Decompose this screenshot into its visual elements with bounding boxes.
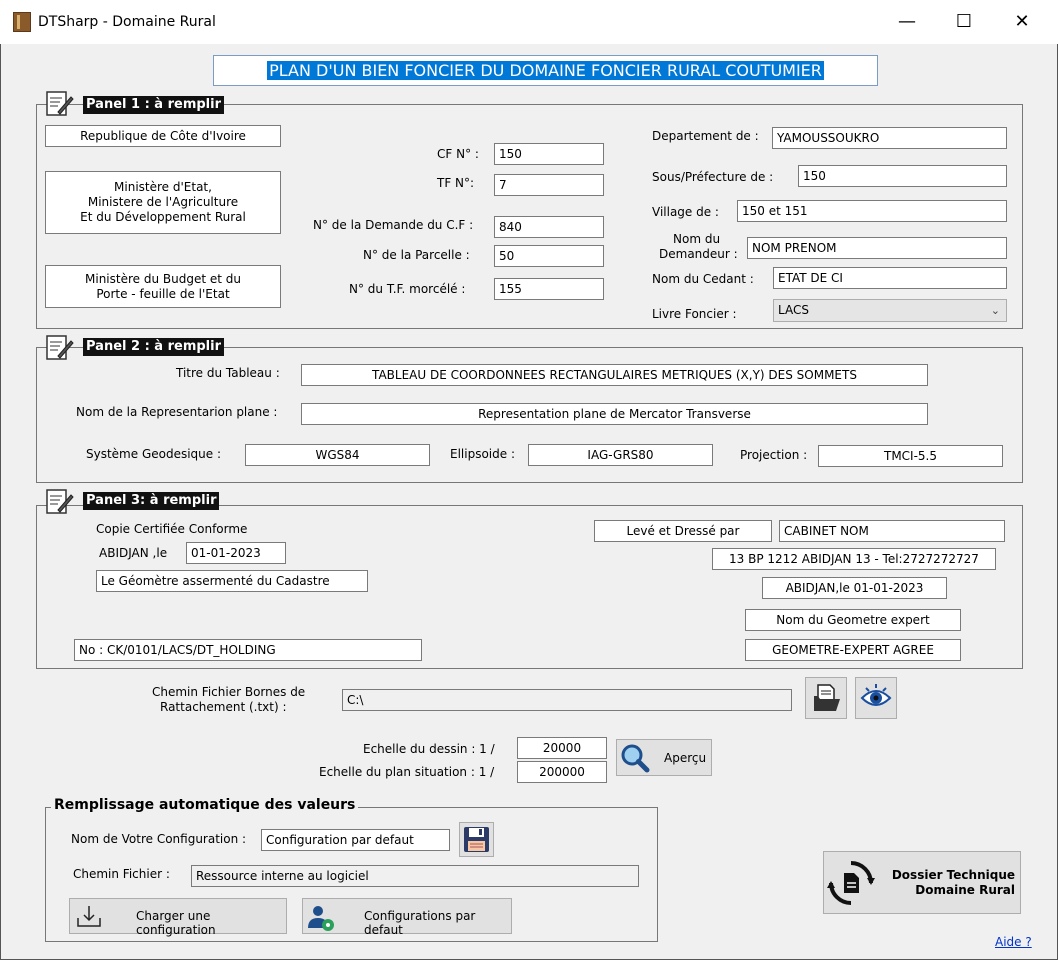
departement-label: Departement de : (652, 129, 759, 143)
charger-config-button[interactable] (69, 898, 287, 937)
notepad-pen-icon (44, 88, 74, 118)
demandeur-label-line2: Demandeur : (659, 247, 738, 261)
livre-foncier-label: Livre Foncier : (652, 307, 737, 321)
demandeur-input[interactable]: NOM PRENOM (747, 237, 1007, 259)
systeme-geodesique-label: Système Geodesique : (86, 447, 222, 461)
panel-3-heading: Panel 3: à remplir (83, 492, 219, 510)
main-title[interactable] (213, 55, 878, 86)
tf-label: TF N°: (437, 176, 475, 190)
apercu-label: Aperçu (664, 751, 707, 765)
echelle-dessin-input[interactable]: 20000 (517, 737, 607, 759)
sous-prefecture-input[interactable]: 150 (798, 165, 1007, 187)
abidjan-date-input[interactable]: ABIDJAN,le 01-01-2023 (762, 577, 947, 599)
leve-dresse-input[interactable]: Levé et Dressé par (594, 520, 772, 542)
representation-label: Nom de la Representarion plane : (76, 405, 278, 419)
tf-morcele-input[interactable]: 155 (494, 278, 604, 300)
abidjan-le-label: ABIDJAN ,le (99, 546, 168, 560)
configs-defaut-button[interactable] (302, 898, 512, 937)
projection-label: Projection : (740, 448, 808, 462)
tf-morcele-label: N° du T.F. morcélé : (349, 282, 466, 296)
main-title-text: PLAN D'UN BIEN FONCIER DU DOMAINE FONCIER RURAL COUTUMIER (269, 61, 822, 80)
demande-label: N° de la Demande du C.F : (313, 218, 474, 232)
dossier-technique-button[interactable] (823, 851, 1021, 914)
village-label: Village de : (652, 205, 719, 219)
representation-input[interactable]: Representation plane de Mercator Transverse (301, 403, 928, 425)
ministere-budget-field[interactable]: Ministère du Budget et du Porte - feuille de l'Etat (45, 265, 281, 308)
date-input[interactable]: 01-01-2023 (186, 542, 286, 564)
notepad-pen-icon (44, 486, 74, 516)
refresh-document-icon (826, 858, 876, 908)
demande-input[interactable]: 840 (494, 216, 604, 238)
open-folder-icon (806, 678, 846, 718)
departement-input[interactable]: YAMOUSSOUKRO (772, 127, 1007, 149)
echelle-situation-input[interactable]: 200000 (517, 761, 607, 783)
aide-link[interactable]: Aide ? (995, 935, 1032, 949)
parcelle-label: N° de la Parcelle : (363, 248, 470, 262)
copie-certifiee-label: Copie Certifiée Conforme (96, 522, 248, 536)
chemin-bornes-label-line1: Chemin Fichier Bornes de (152, 685, 306, 699)
download-icon (74, 902, 104, 932)
window-title: DTSharp - Domaine Rural (38, 14, 216, 30)
magnifier-icon (619, 742, 651, 774)
cedant-label: Nom du Cedant : (652, 272, 754, 286)
cf-input[interactable]: 150 (494, 143, 604, 165)
nom-geometre-input[interactable]: Nom du Geometre expert (745, 609, 961, 631)
projection-input[interactable]: TMCI-5.5 (818, 445, 1003, 467)
save-config-button[interactable] (459, 822, 494, 857)
ellipsoide-label: Ellipsoide : (450, 447, 515, 461)
echelle-situation-label: Echelle du plan situation : 1 / (319, 765, 495, 779)
chemin-fichier-label: Chemin Fichier : (73, 867, 170, 881)
panel-1-heading: Panel 1 : à remplir (83, 96, 224, 114)
cabinet-input[interactable]: CABINET NOM (779, 520, 1005, 542)
republique-field[interactable]: Republique de Côte d'Ivoire (45, 125, 281, 147)
adresse-input[interactable]: 13 BP 1212 ABIDJAN 13 - Tel:2727272727 (712, 548, 996, 570)
open-file-button[interactable] (805, 677, 847, 719)
chevron-down-icon: ⌄ (990, 304, 1000, 317)
cedant-input[interactable]: ETAT DE CI (773, 267, 1007, 289)
echelle-dessin-label: Echelle du dessin : 1 / (363, 742, 495, 756)
parcelle-input[interactable]: 50 (494, 245, 604, 267)
dossier-technique-line2: Domaine Rural (915, 883, 1015, 897)
charger-config-label: Charger une configuration (136, 909, 216, 937)
ministere-agriculture-field[interactable]: Ministère d'Etat, Ministere de l'Agriculture Et du Développement Rural (45, 171, 281, 234)
eye-icon (856, 678, 896, 718)
sous-prefecture-label: Sous/Préfecture de : (652, 170, 774, 184)
notepad-pen-icon (44, 332, 74, 362)
tf-input[interactable]: 7 (494, 174, 604, 196)
titre-tableau-label: Titre du Tableau : (176, 366, 280, 380)
livre-foncier-value: LACS (778, 303, 809, 317)
dossier-technique-line1: Dossier Technique (891, 868, 1015, 882)
configs-defaut-label: Configurations par defaut (364, 909, 476, 937)
chemin-bornes-label-line2: Rattachement (.txt) : (160, 700, 287, 714)
maximize-button[interactable]: ☐ (955, 11, 973, 32)
floppy-save-icon (460, 823, 493, 856)
config-name-input[interactable]: Configuration par defaut (261, 829, 450, 851)
dossier-technique-label (892, 868, 1015, 898)
view-file-button[interactable] (855, 677, 897, 719)
demandeur-label-line1: Nom du (673, 232, 721, 246)
systeme-geodesique-input[interactable]: WGS84 (245, 444, 430, 466)
apercu-button[interactable] (616, 739, 712, 776)
geometre-agree-input[interactable]: GEOMETRE-EXPERT AGREE (745, 639, 961, 661)
village-input[interactable]: 150 et 151 (737, 200, 1007, 222)
chemin-fichier-input[interactable]: Ressource interne au logiciel (191, 865, 639, 887)
ellipsoide-input[interactable]: IAG-GRS80 (528, 444, 713, 466)
remplissage-title: Remplissage automatique des valeurs (51, 797, 358, 813)
app-book-icon (13, 12, 31, 32)
title-bar (0, 0, 1058, 44)
config-name-label: Nom de Votre Configuration : (71, 832, 247, 846)
cf-label: CF N° : (437, 147, 479, 161)
close-button[interactable]: ✕ (1014, 11, 1030, 32)
chemin-bornes-input[interactable]: C:\ (342, 689, 792, 711)
panel-2-heading: Panel 2 : à remplir (83, 338, 224, 356)
livre-foncier-select[interactable] (773, 299, 1007, 322)
numero-input[interactable]: No : CK/0101/LACS/DT_HOLDING (74, 639, 422, 661)
geometre-cadastre-input[interactable]: Le Géomètre assermenté du Cadastre (96, 570, 368, 592)
minimize-button[interactable]: — (898, 11, 916, 32)
user-settings-icon (305, 902, 337, 934)
titre-tableau-input[interactable]: TABLEAU DE COORDONNEES RECTANGULAIRES METRIQUES (X,Y) DES SOMMETS (301, 364, 928, 386)
